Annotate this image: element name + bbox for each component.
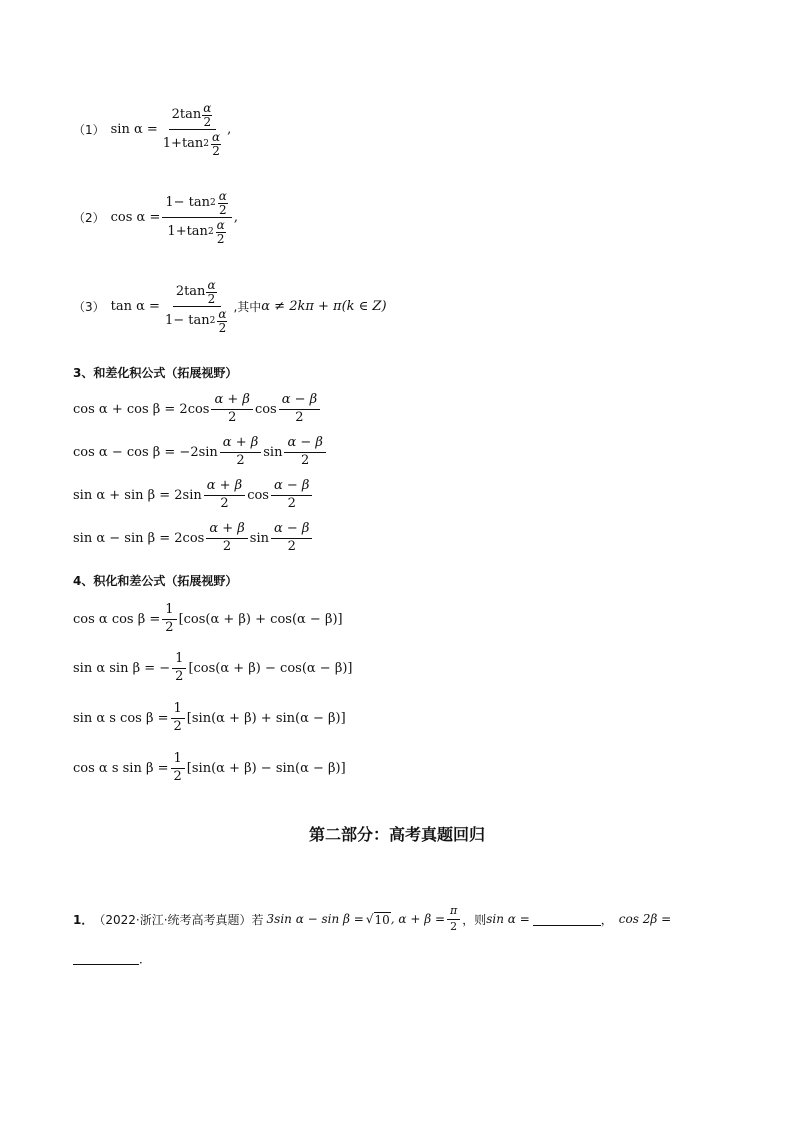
fraction-pi-over-2: [447, 905, 460, 933]
alpha: α: [212, 130, 221, 145]
identity-suffix: ,其中: [233, 300, 262, 315]
sum-to-product-2: [73, 436, 328, 469]
identity-label: （2）: [73, 211, 105, 226]
identity-label: （1）: [73, 123, 105, 138]
question-ask1: sin α =: [486, 912, 530, 927]
identity-label: （3）: [73, 300, 105, 315]
square: 2: [203, 139, 210, 150]
alpha-plus-beta: α + β: [211, 393, 252, 410]
two: 2: [216, 231, 225, 246]
alpha-plus-beta: α + β: [204, 479, 245, 496]
two: 2: [222, 538, 232, 554]
formula-lhs: sin α sin β = −: [73, 660, 171, 676]
identity-lhs: tan α =: [110, 299, 160, 315]
identity-condition: α ≠ 2kπ + π(k ∈ Z): [261, 299, 387, 315]
identity-suffix: ,: [227, 122, 232, 138]
sum-to-product-1: [73, 393, 322, 426]
question-expr1: 3sin α − sin β =: [266, 912, 364, 927]
alpha: α: [207, 278, 216, 292]
formula-lhs: cos α − cos β = −2sin: [73, 444, 218, 460]
fraction: [279, 393, 320, 426]
identity-lhs: cos α =: [110, 210, 161, 226]
question-1: [73, 905, 671, 933]
identity-2: [73, 190, 238, 245]
fraction: [220, 436, 261, 469]
two: 2: [212, 143, 220, 158]
one: 1: [162, 603, 176, 620]
question-number: 1．: [73, 912, 94, 927]
formula-lhs: sin α − sin β = 2cos: [73, 530, 205, 546]
one: 1: [172, 652, 186, 669]
fraction: [271, 522, 312, 555]
identity-fraction: [162, 279, 232, 334]
two: 2: [218, 320, 227, 335]
product-to-sum-1: [73, 603, 343, 636]
formula-mid: sin: [263, 444, 283, 460]
fraction-half: [171, 702, 185, 735]
two: 2: [220, 495, 229, 511]
identity-3: [73, 279, 387, 334]
sum-to-product-4: [73, 522, 314, 555]
formula-lhs: cos α + cos β = 2cos: [73, 401, 210, 417]
identity-lhs: sin α =: [110, 122, 158, 138]
frac-num-text: 2tan: [171, 106, 202, 122]
product-to-sum-2: [73, 652, 353, 685]
frac-num-text: 1− tan: [165, 194, 211, 210]
part-title: 第二部分：高考真题回归: [308, 825, 485, 844]
fraction-half: [162, 603, 176, 636]
sqrt-expression: √ 10: [365, 912, 390, 927]
two: 2: [203, 114, 212, 129]
formula-lhs: sin α s cos β =: [73, 710, 169, 726]
one: 1: [171, 752, 185, 769]
square: 2: [210, 197, 216, 208]
one: 1: [171, 702, 185, 719]
formula-rhs: [sin(α + β) + sin(α − β)]: [186, 710, 346, 726]
formula-mid: cos: [247, 487, 269, 503]
fraction: [211, 393, 252, 426]
formula-mid: cos: [254, 401, 277, 417]
two: 2: [207, 291, 216, 306]
formula-lhs: cos α s sin β =: [73, 760, 169, 776]
sqrt-radicand: 10: [374, 912, 390, 927]
frac-den-text: 1− tan: [164, 312, 210, 328]
formula-lhs: sin α + sin β = 2sin: [73, 487, 202, 503]
frac-den-text: 1+tan: [167, 223, 208, 239]
identity-fraction: [160, 102, 225, 157]
fraction: [284, 436, 325, 469]
two: 2: [228, 409, 237, 425]
question-source: （2022·浙江·统考高考真题）若: [93, 912, 264, 927]
two: 2: [236, 452, 245, 468]
alpha-plus-beta: α + β: [206, 522, 247, 539]
two: 2: [218, 202, 227, 217]
alpha-plus-beta: α + β: [220, 436, 261, 453]
section-3-heading: 3、和差化积公式（拓展视野）: [73, 366, 238, 380]
identity-fraction: [162, 190, 232, 245]
pi: π: [447, 905, 460, 920]
fraction: [206, 522, 247, 555]
fraction: [204, 479, 245, 512]
fraction-half: [172, 652, 186, 685]
alpha-minus-beta: α − β: [271, 479, 312, 496]
alpha-minus-beta: α − β: [279, 393, 320, 410]
question-then: ，则: [462, 912, 487, 927]
square: 2: [207, 227, 214, 238]
two: 2: [173, 718, 182, 734]
question-end: ．: [139, 952, 152, 966]
alpha-minus-beta: α − β: [284, 436, 325, 453]
identity-1: [73, 102, 231, 157]
formula-rhs: [cos(α + β) − cos(α − β)]: [188, 660, 353, 676]
two: 2: [287, 495, 296, 511]
formula-mid: sin: [249, 530, 269, 546]
two: 2: [165, 619, 174, 635]
identity-suffix: ,: [233, 210, 238, 226]
answer-blank-2[interactable]: [73, 952, 139, 965]
two: 2: [173, 768, 182, 784]
two: 2: [450, 919, 458, 933]
product-to-sum-4: [73, 752, 346, 785]
question-1-continuation: [73, 950, 151, 967]
formula-rhs: [sin(α + β) − sin(α − β)]: [186, 760, 346, 776]
fraction: [271, 479, 312, 512]
sum-to-product-3: [73, 479, 314, 512]
two: 2: [287, 538, 296, 554]
question-expr2: , α + β =: [390, 912, 446, 927]
frac-num-text: 2tan: [175, 283, 206, 299]
two: 2: [175, 668, 184, 684]
square: 2: [209, 316, 216, 327]
alpha: α: [203, 101, 212, 115]
formula-lhs: cos α cos β =: [73, 611, 161, 627]
question-comma: ，: [600, 912, 613, 927]
two: 2: [295, 409, 304, 425]
alpha: α: [216, 218, 225, 233]
alpha-minus-beta: α − β: [271, 522, 312, 539]
alpha: α: [218, 307, 227, 322]
formula-rhs: [cos(α + β) + cos(α − β)]: [178, 611, 343, 627]
question-ask2: cos 2β =: [618, 912, 672, 927]
fraction-half: [171, 752, 185, 785]
frac-den-text: 1+tan: [162, 135, 204, 151]
alpha: α: [218, 189, 227, 203]
product-to-sum-3: [73, 702, 346, 735]
answer-blank-1[interactable]: [533, 913, 601, 926]
section-4-heading: 4、积化和差公式（拓展视野）: [73, 574, 238, 588]
two: 2: [301, 452, 310, 468]
